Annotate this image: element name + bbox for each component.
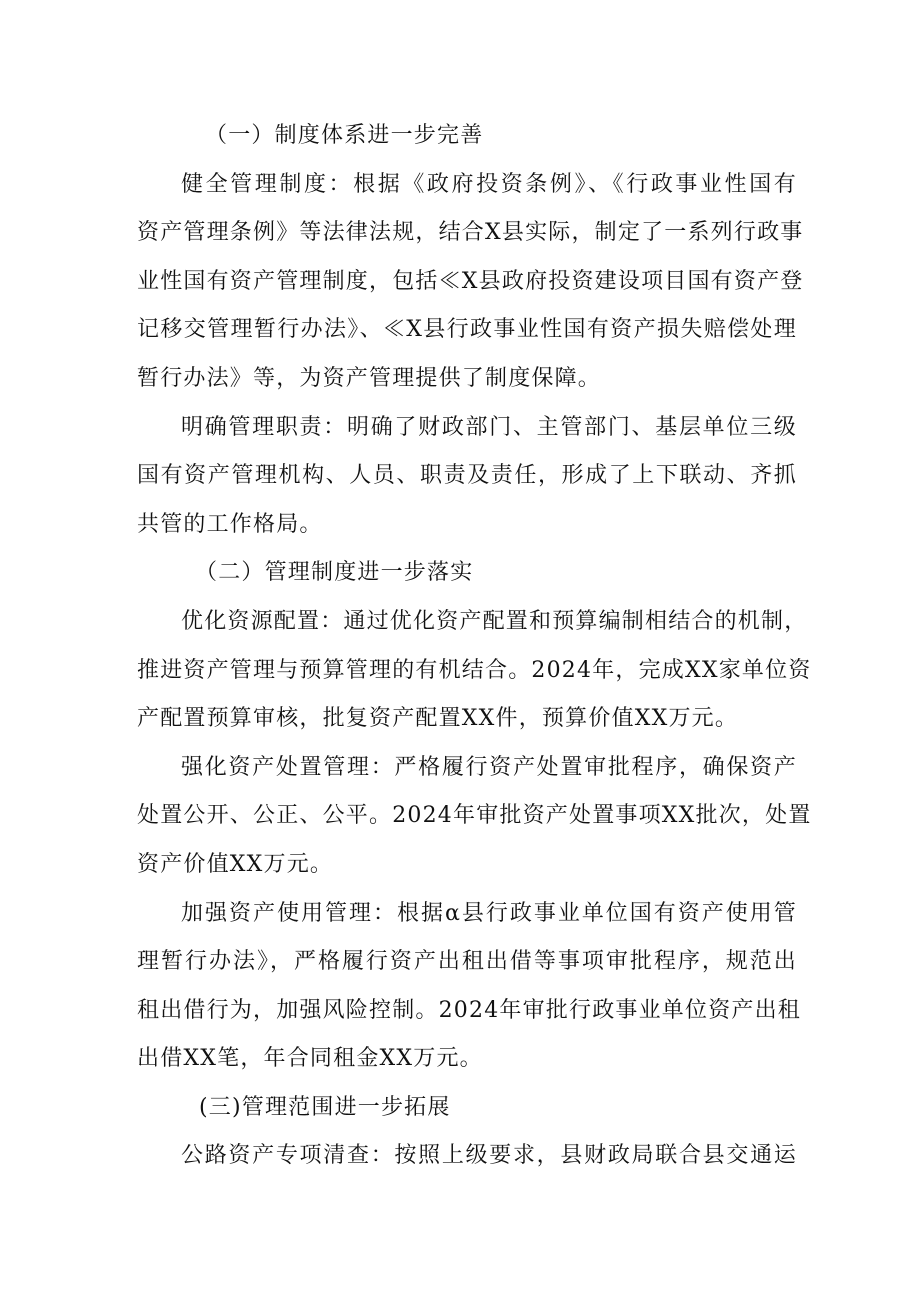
text-line: 产配置预算审核，批复资产配置XX件，预算价值XX万元。: [137, 706, 739, 732]
text-line: 加强资产使用管理：根据α县行政事业单位国有资产使用管: [181, 900, 797, 926]
text-line: 记移交管理暂行办法》、≪X县行政事业性国有资产损失赔偿处理: [137, 317, 797, 343]
text-line: 租出借行为，加强风险控制。2024年审批行政事业单位资产出租: [137, 997, 801, 1023]
text-line: 强化资产处置管理：严格履行资产处置审批程序，确保资产: [181, 754, 797, 780]
text-line: 业性国有资产管理制度，包括≪X县政府投资建设项目国有资产登: [137, 268, 804, 294]
text-line: 处置公开、公正、公平。2024年审批资产处置事项XX批次，处置: [137, 803, 812, 829]
text-line: （一）制度体系进一步完善: [205, 123, 484, 148]
text-line: 出借XX笔，年合同租金XX万元。: [137, 1046, 483, 1072]
text-line: 健全管理制度：根据《政府投资条例》、《行政事业性国有: [181, 171, 797, 197]
text-line: 优化资源配置：通过优化资产配置和预算编制相结合的机制，: [181, 608, 808, 634]
text-line: 资产价值XX万元。: [137, 851, 334, 877]
text-line: 共管的工作格局。: [137, 511, 323, 537]
text-line: 资产管理条例》等法律法规，结合X县实际，制定了一系列行政事: [137, 220, 804, 246]
text-line: 推进资产管理与预算管理的有机结合。2024年，完成XX家单位资: [137, 657, 812, 683]
text-line: (三)管理范围进一步拓展: [199, 1094, 451, 1120]
text-line: 国有资产管理机构、人员、职责及责任，形成了上下联动、齐抓: [137, 463, 797, 489]
document-body: [137, 112, 812, 1181]
text-line: 理暂行办法》，严格履行资产出租出借等事项审批程序，规范出: [137, 949, 797, 975]
text-line: （二）管理制度进一步落实: [195, 560, 474, 586]
text-line: 明确管理职责：明确了财政部门、主管部门、基层单位三级: [181, 414, 797, 440]
text-line: 暂行办法》等，为资产管理提供了制度保障。: [137, 365, 602, 391]
text-line: 公路资产专项清查：按照上级要求，县财政局联合县交通运: [181, 1143, 797, 1169]
